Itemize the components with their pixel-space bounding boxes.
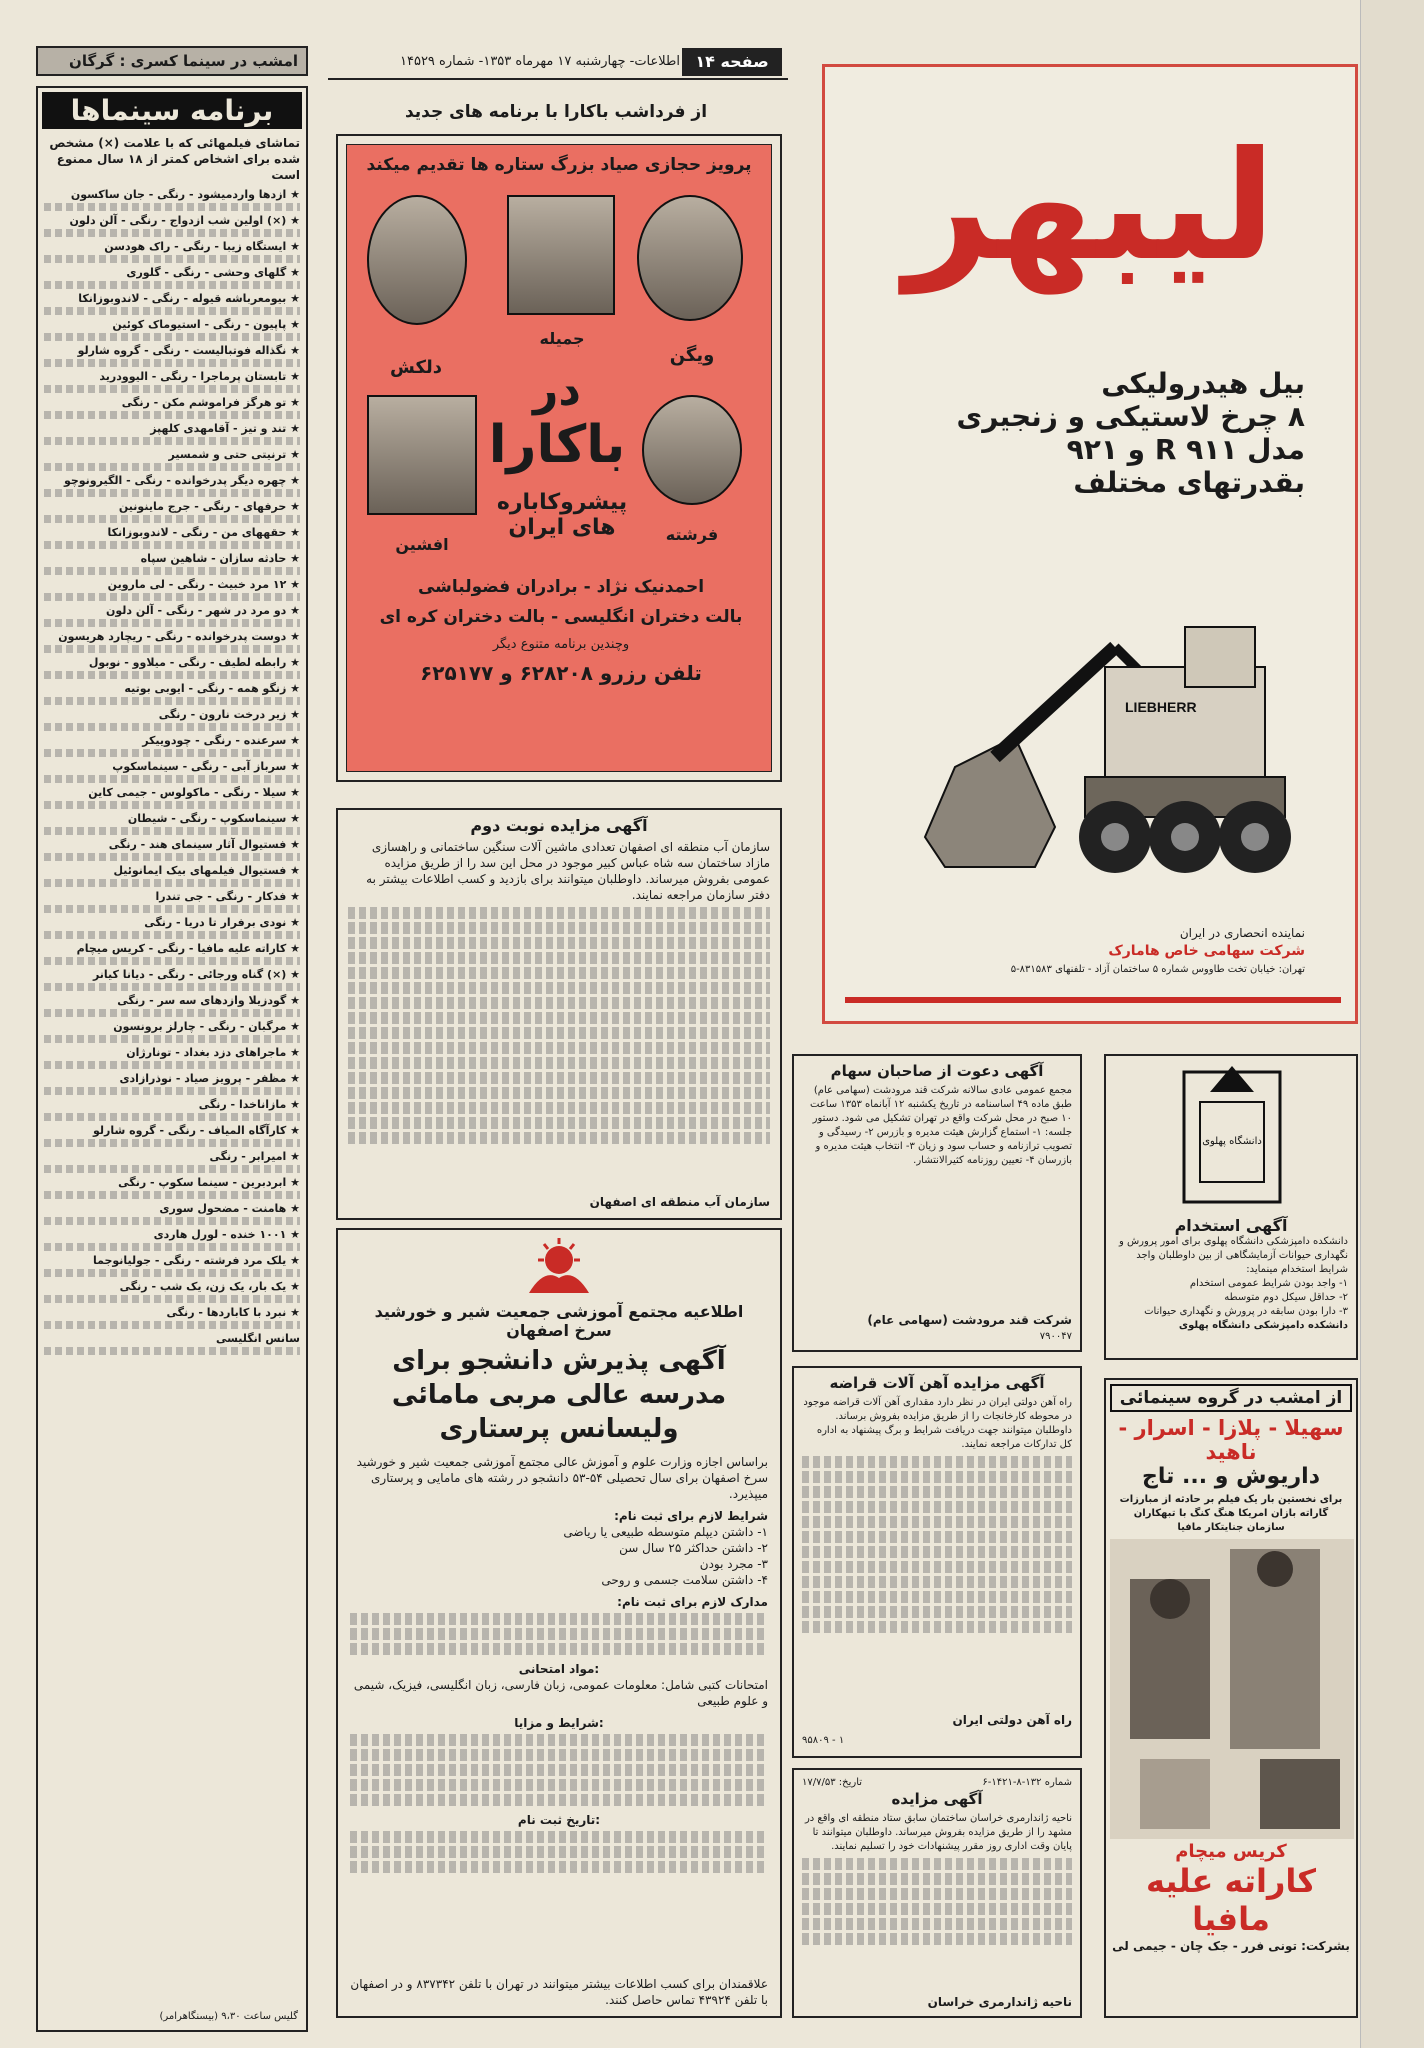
filler-line xyxy=(802,1873,1072,1885)
cinema-entry-times xyxy=(44,203,300,211)
cinema-entry-title: ★ فستیوال آثار سینمای هند - رنگی xyxy=(108,838,300,851)
tender-1-filler xyxy=(348,907,770,1144)
cinema-entry xyxy=(44,369,300,393)
cinema-entry xyxy=(44,1175,300,1199)
tender-1-title: آگهی مزایده نوبت دوم xyxy=(470,816,648,835)
cinema-entry-times xyxy=(44,931,300,939)
liebherr-machine-label: LIEBHERR xyxy=(1125,699,1197,715)
cinema-entry-times xyxy=(44,801,300,809)
filler-line xyxy=(802,1918,1072,1930)
filler-line xyxy=(350,1643,768,1655)
filler-line xyxy=(802,1486,1072,1498)
cinema-entry-times xyxy=(44,879,300,887)
filler-line xyxy=(802,1621,1072,1633)
cinema-entry xyxy=(44,759,300,783)
page-label: صفحه ۱۴ xyxy=(695,52,769,71)
bacara-subhead: پرویز حجازی صیاد بزرگ ستاره ها تقدیم میکند xyxy=(366,155,752,175)
cinema-entry-title: ★ سیلا - رنگی - ماکولوس - جیمی کاین xyxy=(88,786,300,799)
cinema-entry-times xyxy=(44,645,300,653)
red-lion-ad xyxy=(336,1228,782,2018)
cinema-column-title-text: برنامه سینماها xyxy=(70,94,274,127)
cinema-group-cinemas: سهیلا - پلازا - اسرار - ناهید xyxy=(1118,1416,1344,1464)
cinema-entry xyxy=(44,655,300,679)
red-lion-headline: آگهی پذیرش دانشجو برای مدرسه عالی مربی مامائی ولیسانس پرستاری xyxy=(391,1346,727,1444)
cinema-group-star: کریس میچام xyxy=(1175,1841,1287,1862)
cinema-entry-title: ★ چهره دیگر پدرخوانده - رنگی - الگیرونوچو xyxy=(63,474,300,487)
cinema-entry-title: ★ حرفهای - رنگی - جرج ماینونین xyxy=(118,500,300,513)
filler-line xyxy=(802,1561,1072,1573)
bacara-phones: تلفن رزرو ۶۲۸۲۰۸ و ۶۲۵۱۷۷ xyxy=(420,661,702,685)
filler-line xyxy=(348,1102,770,1114)
cinema-entry-title: ★ تابستان پرماجرا - رنگی - الیوودرید xyxy=(99,370,300,383)
cinema-entry-times xyxy=(44,957,300,965)
liebherr-line4: بقدرتهای مختلف xyxy=(1073,466,1305,499)
cinema-entry-title: ★ دو مرد در شهر - رنگی - آلن دلون xyxy=(106,604,300,617)
filler-line xyxy=(802,1501,1072,1513)
photo-performer-4 xyxy=(642,395,742,505)
bacara-ad xyxy=(336,134,782,782)
cinema-entry xyxy=(44,681,300,705)
cinema-entry xyxy=(44,967,300,991)
liebherr-line3: مدل ۹۱۱ R و ۹۲۱ xyxy=(1066,433,1305,466)
film-poster-illustration xyxy=(1110,1539,1354,1839)
tender-1-signature: سازمان آب منطقه ای اصفهان xyxy=(589,1195,770,1209)
gorgan-cinema-banner xyxy=(36,46,308,76)
cinema-entry xyxy=(44,941,300,965)
cinema-entry-title: ★ هامنت - مضحول سوری xyxy=(159,1202,300,1215)
filler-line xyxy=(348,937,770,949)
cinema-entry xyxy=(44,915,300,939)
filler-line xyxy=(348,967,770,979)
liebherr-address: تهران: خیابان تخت طاووس شماره ۵ ساختمان آزاد - تلفنهای ۸۳۱۵۸۳-۵ xyxy=(1010,964,1305,975)
red-lion-sun-icon xyxy=(514,1238,604,1298)
filler-line xyxy=(350,1794,768,1806)
cinema-entry-title: سانس انگلیسی xyxy=(215,1332,300,1345)
liebherr-brand-area xyxy=(855,107,1325,337)
cinema-entry xyxy=(44,1097,300,1121)
cinema-entry-times xyxy=(44,411,300,419)
cinema-entry xyxy=(44,1227,300,1251)
bacara-headline: از فرداشب باکارا با برنامه های جدید xyxy=(404,102,708,122)
employment-body: دانشکده دامپزشکی دانشگاه پهلوی برای امور پرورش و نگهداری حیوانات آزمایشگاهی از بین داوطلبان واجد شرایط استخدام مینماید: xyxy=(1118,1236,1348,1275)
land-tender xyxy=(792,1768,1082,2018)
filler-line xyxy=(348,1087,770,1099)
employment-item-1: ۱- واجد بودن شرایط عمومی استخدام xyxy=(1189,1278,1348,1289)
cinema-column-title xyxy=(42,92,302,129)
employment-item-3: ۳- دارا بودن سابقه در پرورش و نگهداری حیوانات xyxy=(1144,1306,1348,1317)
shareholders-body: مجمع عمومی عادی سالانه شرکت قند مرودشت (سهامی عام) طبق ماده ۴۹ اساسنامه در تاریخ یکشنبه ۱۲ آبانماه ۱۳۵۳ ساعت ۱۰ صبح در محل شرکت واقع در تهران تشکیل می شود. دستور جلسه: ۱- استماع گزارش هیئت مدیره و بازرس ۲- رسیدگی و تصویب ترازنامه و حساب سود و زیان ۳- انتخاب هیئت مدیره و بازرسان ۴- تعیین روزنامه کثیرالانتشار. xyxy=(809,1085,1072,1166)
cinema-entry-title: ★ فستیوال فیلمهای بیک ایمانوئیل xyxy=(113,864,300,877)
cinema-entry-times xyxy=(44,1009,300,1017)
cinema-entry-times xyxy=(44,1061,300,1069)
red-lion-condition-4: ۴- داشتن سلامت جسمی و روحی xyxy=(601,1573,768,1587)
scrap-tender xyxy=(792,1366,1082,1758)
filler-line xyxy=(802,1933,1072,1945)
issue-info: اطلاعات- چهارشنبه ۱۷ مهرماه ۱۳۵۳- شماره ۱۴۵۲۹ xyxy=(400,54,680,69)
cinema-entry-title: ★ یک بار، یک زن، یک شب - رنگی xyxy=(119,1280,300,1293)
red-lion-docs-title: مدارک لازم برای ثبت نام: xyxy=(617,1595,768,1609)
cinema-entry xyxy=(44,1279,300,1303)
cinema-entry-times xyxy=(44,1217,300,1225)
liebherr-line1: بیل هیدرولیکی xyxy=(1101,367,1305,400)
cinema-entry-title: ★ حقههای من - رنگی - لاندوبوزانکا xyxy=(107,526,300,539)
performer-name-2: جمیله xyxy=(539,329,585,348)
filler-line xyxy=(350,1861,768,1873)
cinema-entry-title: ★ دوست پدرخوانده - رنگی - ریچارد هریسون xyxy=(58,630,300,643)
cinema-entry-times xyxy=(44,385,300,393)
cinema-entry-title: ★ گلهای وحشی - رنگی - گلوری xyxy=(126,266,300,279)
cinema-entry-times xyxy=(44,697,300,705)
shareholders-ad xyxy=(792,1054,1082,1352)
cinema-entry xyxy=(44,629,300,653)
cinema-entry-title: ★ زیر درخت نارون - رنگی xyxy=(158,708,300,721)
cinema-entry xyxy=(44,343,300,367)
tender-1 xyxy=(336,808,782,1220)
filler-line xyxy=(802,1516,1072,1528)
filler-line xyxy=(802,1471,1072,1483)
cinema-entry xyxy=(44,811,300,835)
cinema-entry-times xyxy=(44,463,300,471)
filler-line xyxy=(348,952,770,964)
cinema-entry-times xyxy=(44,1295,300,1303)
performer-name-3: دلکش xyxy=(390,357,442,378)
liebherr-brand: ليبهر xyxy=(904,120,1276,294)
cinema-entry xyxy=(44,317,300,341)
filler-line xyxy=(802,1606,1072,1618)
cinema-entry-title: ★ ابردبرین - سینما سکوپ - رنگی xyxy=(118,1176,300,1189)
cinema-entry xyxy=(44,1019,300,1043)
cinema-entry-times xyxy=(44,723,300,731)
cinema-entry-title: ★ زنگو همه - رنگی - ایوبی بوتیه xyxy=(124,682,300,695)
cinema-entry-title: ★ ازدها واردمیشود - رنگی - جان ساکسون xyxy=(70,188,300,201)
cinema-group-cast: بشرکت: تونی فرر - جک چان - جیمی لی xyxy=(1112,1939,1350,1953)
land-tender-title: آگهی مزایده xyxy=(891,1790,983,1808)
red-lion-condition-2: ۲- داشتن حداکثر ۲۵ سال سن xyxy=(619,1541,768,1555)
cinema-entry-title: ★ (×) گناه ورجائی - رنگی - دیانا کیانر xyxy=(92,968,300,981)
scrap-tender-signature: راه آهن دولتی ایران xyxy=(952,1713,1072,1727)
cinema-entry xyxy=(44,1045,300,1069)
filler-line xyxy=(802,1546,1072,1558)
cinema-footnote: گلیس ساعت ۹،۳۰ (بیسنگاهرامر) xyxy=(159,2011,298,2022)
cinema-entry-times xyxy=(44,1269,300,1277)
cinema-entry-title: ★ ماجراهای دزد بغداد - تونارژان xyxy=(126,1046,300,1059)
cinema-entry-title: ★ گودزیلا وازدهای سه سر - رنگی xyxy=(117,994,300,1007)
cinema-entry-title: ★ بیومعرباشه قیوله - رنگی - لاندوبوزانکا xyxy=(78,292,300,305)
filler-line xyxy=(348,982,770,994)
cinema-entry-title: ★ سینماسکوپ - رنگی - شیطان xyxy=(127,812,300,825)
red-lion-org: اطلاعیه مجتمع آموزشی جمعیت شیر و خورشید سرخ اصفهان xyxy=(374,1302,744,1340)
filler-line xyxy=(802,1456,1072,1468)
filler-line xyxy=(802,1591,1072,1603)
land-tender-signature: ناحیه ژاندارمری خراسان xyxy=(927,1995,1072,2009)
liebherr-company: شرکت سهامی خاص هامارک xyxy=(1108,943,1305,959)
scrap-tender-body: راه آهن دولتی ایران در نظر دارد مقداری آهن آلات قراضه موجود در محوطه کارخانجات را از طریق مزایده بفروش برساند. داوطلبان میتوانند جهت دریافت شرایط و برگ پیشنهاد به اداره کل تدارکات مراجعه نمایند. xyxy=(803,1397,1072,1450)
cinema-entry xyxy=(44,291,300,315)
cinema-entry-times xyxy=(44,1087,300,1095)
red-lion-exam-title: مواد امتحانی: xyxy=(518,1662,600,1676)
scrap-tender-code: ۹۵۸۰۹ - ۱ xyxy=(802,1735,845,1746)
excavator-illustration xyxy=(885,587,1325,907)
cinema-entry-title: ★ ۱۲ مرد خبیث - رنگی - لی ماروین xyxy=(107,578,300,591)
cinema-entry xyxy=(44,473,300,497)
cinema-entry xyxy=(44,785,300,809)
cinema-entry-times xyxy=(44,229,300,237)
filler-line xyxy=(348,1117,770,1129)
scrap-tender-title: آگهی مزایده آهن آلات قراضه xyxy=(829,1374,1045,1392)
filler-line xyxy=(350,1831,768,1843)
adjacent-page-edge xyxy=(1360,0,1424,2048)
cinema-entry xyxy=(44,395,300,419)
cinema-entry-title: ★ یلک مرد فرشته - رنگی - جولیانوجما xyxy=(92,1254,300,1267)
cinema-entry-title: ★ سرعنده - رنگی - چودوییکر xyxy=(142,734,300,747)
red-lion-footer: علاقمندان برای کسب اطلاعات بیشتر میتوانند در تهران با تلفن ۸۳۷۳۴۲ و در اصفهان با تلفن ۴۳۹۲۴ تماس حاصل کنند. xyxy=(350,1977,768,2007)
cinema-entry-times xyxy=(44,775,300,783)
cinema-entry xyxy=(44,1123,300,1147)
employment-title: آگهی استخدام xyxy=(1174,1216,1288,1235)
cinema-entry xyxy=(44,187,300,211)
photo-performer-3 xyxy=(367,195,467,325)
photo-performer-1 xyxy=(637,195,743,321)
cinema-entry-times xyxy=(44,567,300,575)
cinema-entry-times xyxy=(44,671,300,679)
filler-line xyxy=(350,1846,768,1858)
employment-ad xyxy=(1104,1054,1358,1360)
liebherr-rep: نماینده انحصاری در ایران xyxy=(1179,926,1305,940)
cinema-entry-times xyxy=(44,619,300,627)
cinema-entry-times xyxy=(44,1243,300,1251)
filler-line xyxy=(348,1057,770,1069)
cinema-entry-times xyxy=(44,1347,300,1355)
red-lion-register-title: تاریخ ثبت نام: xyxy=(517,1813,601,1827)
cinema-entry xyxy=(44,993,300,1017)
cinema-group-title-bar xyxy=(1110,1384,1352,1412)
cinema-entry xyxy=(44,889,300,913)
cinema-column xyxy=(36,86,308,2032)
land-tender-number: شماره ۱۳۲-۸-۱۴۲۱-۶ xyxy=(982,1777,1072,1788)
filler-line xyxy=(350,1764,768,1776)
cinema-entry xyxy=(44,837,300,861)
cinema-entry xyxy=(44,447,300,471)
filler-line xyxy=(348,1027,770,1039)
cinema-entry-title: ★ پاپیون - رنگی - استیوماک کوئین xyxy=(112,318,300,331)
filler-line xyxy=(802,1888,1072,1900)
cinema-entry-times xyxy=(44,749,300,757)
red-lion-exam: امتحانات کتبی شامل: معلومات عمومی، زبان فارسی، زبان انگلیسی، فیزیک، شیمی و علوم طبیعی xyxy=(353,1678,768,1708)
cinema-entry-title: ★ (×) اولین شب ازدواج - رنگی - آلن دلون xyxy=(69,214,300,227)
cinema-entry-times xyxy=(44,1139,300,1147)
cinema-entry-times xyxy=(44,593,300,601)
land-tender-date: تاریخ: ۱۷/۷/۵۳ xyxy=(802,1777,863,1788)
filler-line xyxy=(350,1628,768,1640)
cinema-entry-times xyxy=(44,827,300,835)
liebherr-line2: ۸ چرخ لاستیکی و زنجیری xyxy=(956,400,1305,433)
cinema-entry-title: ★ مظفر - پرویز صیاد - نوذرازادی xyxy=(119,1072,300,1085)
cinema-entry xyxy=(44,1331,300,1355)
shareholders-code: ۷۹۰۰۴۷ xyxy=(1039,1331,1072,1342)
cinema-entry-title: ★ سرباز آبی - رنگی - سینماسکوپ xyxy=(112,760,300,773)
cinema-entry-title: ★ امیرابر - رنگی xyxy=(209,1150,300,1163)
cinema-entry-times xyxy=(44,489,300,497)
cinema-entry-times xyxy=(44,437,300,445)
employment-footer: دانشکده دامپزشکی دانشگاه پهلوی xyxy=(1178,1320,1348,1331)
cinema-entry xyxy=(44,863,300,887)
filler-line xyxy=(802,1576,1072,1588)
cinema-entry-times xyxy=(44,853,300,861)
filler-line xyxy=(348,1072,770,1084)
filler-line xyxy=(348,907,770,919)
cinema-entry-title: ★ فدکار - رنگی - جی تندرا xyxy=(155,890,300,903)
cinema-entry-times xyxy=(44,359,300,367)
cinema-intro: تماشای فیلمهائی که با علامت (×) مشخص شده برای اشخاص کمتر از ۱۸ سال ممنوع است xyxy=(49,136,300,182)
bacara-more-line: وچندین برنامه متنوع دیگر xyxy=(492,637,630,652)
filler-line xyxy=(348,1042,770,1054)
cinema-entry xyxy=(44,525,300,549)
cinema-entry-times xyxy=(44,541,300,549)
filler-line xyxy=(348,922,770,934)
cinema-group-ad xyxy=(1104,1378,1358,2018)
cinema-entry-title: ★ ایستگاه زیبا - رنگی - راک هودسن xyxy=(104,240,300,253)
red-lion-intro: براساس اجازه وزارت علوم و آموزش عالی مجتمع آموزشی جمعیت شیر و خورشید سرخ اصفهان برای سال تحصیلی ۵۴-۵۳ دانشجو در رشته های مامایی و پرستاری میپذیرد. xyxy=(356,1455,768,1501)
page-label-box xyxy=(682,48,782,76)
cinema-entry-title: ★ ترنیتی حتی و شمسیر xyxy=(168,448,300,461)
filler-line xyxy=(348,1012,770,1024)
university-logo-text: دانشگاه پهلوی xyxy=(1202,1136,1262,1147)
red-lion-conditions-title: شرایط لازم برای ثبت نام: xyxy=(614,1509,768,1523)
gorgan-cinema-text: امشب در سینما کسری : گرگان xyxy=(69,52,298,70)
cinema-entry xyxy=(44,1201,300,1225)
filler-line xyxy=(802,1531,1072,1543)
header-rule xyxy=(328,78,788,80)
filler-line xyxy=(348,1132,770,1144)
land-tender-body: ناحیه ژاندارمری خراسان ساختمان سابق ستاد منطقه ای واقع در مشهد را از طریق مزایده بفروش میرساند. داوطلبان میتوانند تا پایان وقت اداری روز مقرر پیشنهادات خود را تسلیم نمایند. xyxy=(804,1813,1072,1852)
photo-performer-2 xyxy=(507,195,615,315)
cinema-list xyxy=(38,185,306,1359)
filler-line xyxy=(348,997,770,1009)
cinema-entry xyxy=(44,577,300,601)
filler-line xyxy=(802,1903,1072,1915)
cinema-group-title: از امشب در گروه سینمائی xyxy=(1119,1388,1343,1408)
performer-name-5: افشین xyxy=(395,535,449,554)
cinema-entry-times xyxy=(44,515,300,523)
liebherr-ad xyxy=(822,64,1358,1024)
cinema-entry xyxy=(44,707,300,731)
filler-line xyxy=(350,1779,768,1791)
cinema-entry-title: ★ ۱۰۰۱ خنده - لورل هاردی xyxy=(153,1228,300,1241)
cinema-entry xyxy=(44,213,300,237)
cinema-entry-title: ★ تو هرگز فراموشم مکن - رنگی xyxy=(121,396,300,409)
bacara-dar: در xyxy=(533,365,581,416)
bacara-venue: باکارا xyxy=(488,415,626,475)
cinema-group-film-title: کاراته علیه مافیا xyxy=(1146,1862,1316,1938)
tender-1-body: سازمان آب منطقه ای اصفهان تعدادی ماشین آلات سنگین ساختمانی و راهسازی مازاد ساختمان سه شاه عباس کبیر موجود در محل این سد را از طریق مزایده عمومی بفروش میرساند. داوطلبان میتوانند برای بازدید و کسب اطلاعات بیشتر به دفتر سازمان مراجعه نمایند. xyxy=(366,840,770,902)
bacara-inner xyxy=(346,144,772,772)
shareholders-title: آگهی دعوت از صاحبان سهام xyxy=(830,1062,1044,1080)
cinema-entry xyxy=(44,265,300,289)
cinema-entry xyxy=(44,733,300,757)
cinema-entry-times xyxy=(44,307,300,315)
cinema-entry-title: ★ نودی برفرار تا دریا - رنگی xyxy=(144,916,300,929)
red-lion-benefits-title: شرایط و مزایا: xyxy=(514,1716,604,1730)
cinema-entry-times xyxy=(44,333,300,341)
performer-name-4: فرشته xyxy=(665,525,719,544)
cinema-entry-times xyxy=(44,1113,300,1121)
cinema-entry xyxy=(44,1305,300,1329)
university-logo xyxy=(1114,1062,1350,1212)
cinema-entry-times xyxy=(44,905,300,913)
cinema-group-cinemas-2: داریوش و ... تاج xyxy=(1141,1464,1320,1489)
cinema-entry-times xyxy=(44,281,300,289)
bacara-names-line: احمدنیک نژاد - برادران فضولباشی xyxy=(417,577,705,597)
red-lion-condition-1: ۱- داشتن دیپلم متوسطه طبیعی یا ریاضی xyxy=(563,1525,768,1539)
cinema-entry-times xyxy=(44,1321,300,1329)
employment-item-2: ۲- حداقل سیکل دوم متوسطه xyxy=(1224,1292,1348,1303)
cinema-entry-title: ★ کاراته علیه مافیا - رنگی - کریس میچام xyxy=(76,942,300,955)
cinema-entry-title: ★ رابطه لطیف - رنگی - میلاوو - نوبول xyxy=(88,656,300,669)
cinema-entry-title: ★ مازاناخدا - رنگی xyxy=(198,1098,300,1111)
cinema-entry xyxy=(44,1253,300,1277)
liebherr-spec xyxy=(865,367,1305,499)
cinema-entry-times xyxy=(44,1035,300,1043)
cinema-entry-times xyxy=(44,1165,300,1173)
filler-line xyxy=(350,1613,768,1625)
cinema-entry-times xyxy=(44,983,300,991)
cinema-entry xyxy=(44,499,300,523)
cinema-entry xyxy=(44,421,300,445)
land-tender-header xyxy=(802,1776,1072,1790)
cinema-entry-title: ★ نبرد با کاباردها - رنگی xyxy=(166,1306,300,1319)
cinema-group-desc: برای نخستین بار یک فیلم بر حادثه از مبارزات گاراته بازان امریکا هنگ کنگ با تبهکاران سازمان جنایتکار مافیا xyxy=(1119,1494,1343,1533)
cinema-entry-title: ★ نگذاله فوتبالیست - رنگی - گروه شارلو xyxy=(77,344,300,357)
bacara-tagline: پیشروکاباره های ایران xyxy=(496,490,628,540)
liebherr-bottom-rule xyxy=(845,997,1341,1003)
cinema-entry-title: ★ کارآگاه المیاف - رنگی - گروه شارلو xyxy=(93,1124,300,1137)
bacara-ballet-line: بالت دختران انگلیسی - بالت دختران کره ای xyxy=(379,607,743,627)
cinema-entry xyxy=(44,551,300,575)
cinema-entry-times xyxy=(44,255,300,263)
cinema-entry-title: ★ حادثه سازان - شاهین سپاه xyxy=(140,552,300,565)
cinema-entry xyxy=(44,603,300,627)
filler-line xyxy=(350,1749,768,1761)
photo-performer-5 xyxy=(367,395,477,515)
filler-line xyxy=(350,1734,768,1746)
cinema-entry-times xyxy=(44,1191,300,1199)
cinema-entry-title: ★ مرگبان - رنگی - چارلز برونسون xyxy=(113,1020,300,1033)
cinema-entry-title: ★ تند و تیز - آقامهدی کلهپز xyxy=(150,422,300,435)
red-lion-condition-3: ۳- مجرد بودن xyxy=(699,1557,768,1571)
performer-name-1: ویگن xyxy=(669,345,715,366)
cinema-entry xyxy=(44,239,300,263)
shareholders-signature: شرکت قند مرودشت (سهامی عام) xyxy=(867,1313,1072,1327)
cinema-entry xyxy=(44,1071,300,1095)
cinema-entry xyxy=(44,1149,300,1173)
filler-line xyxy=(802,1858,1072,1870)
